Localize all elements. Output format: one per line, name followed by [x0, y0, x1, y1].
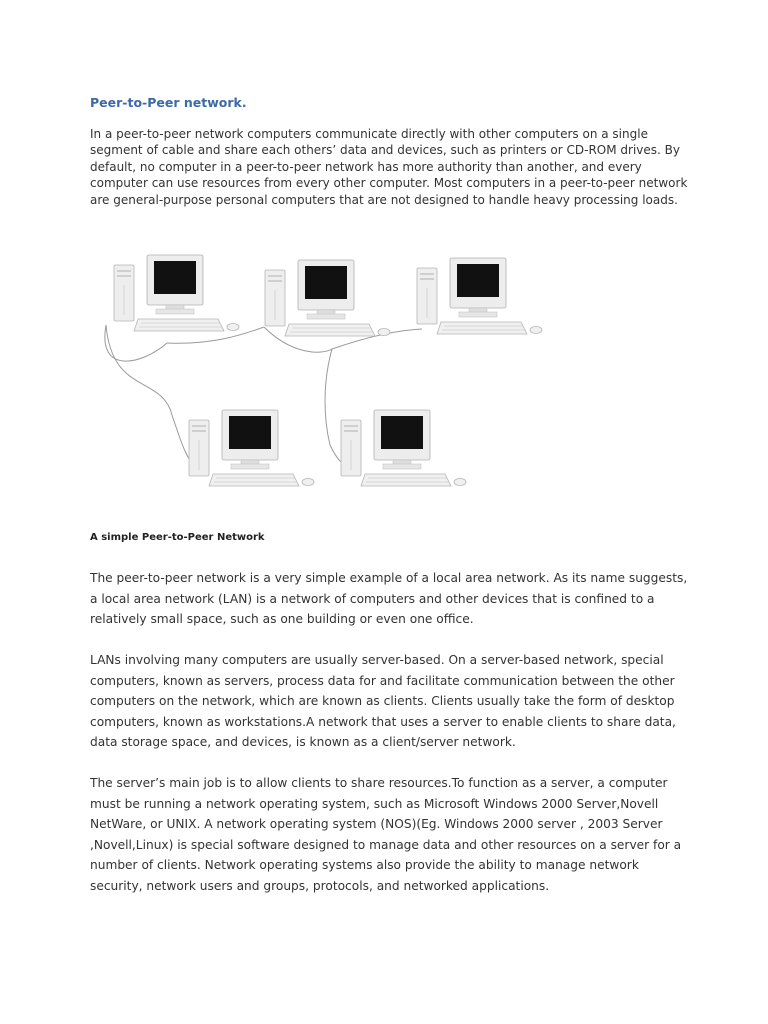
figure-caption: A simple Peer-to-Peer Network: [90, 532, 265, 543]
server-based-paragraph: LANs involving many computers are usually server-based. On a server-based network, special computers, known as servers, process data for and facilitate communication between the other computers on the network, which are known as clients. Clients usually take the form of desktop computers, known as workstations.A network that uses a server to enable clients to share data, data storage space, and devices, is known as a client/server network.: [90, 653, 676, 750]
lan-paragraph: The peer-to-peer network is a very simple example of a local area network. As its name suggests, a local area network (LAN) is a network of computers and other devices that is confined to a relatively small space, such as one building or even one office.: [90, 571, 688, 627]
peer-to-peer-network-diagram: [92, 245, 552, 495]
page-title: Peer-to-Peer network.: [90, 95, 247, 110]
computer-icon: [114, 255, 239, 331]
server-role-paragraph: The server’s main job is to allow clients to share resources.To function as a server, a computer must be running a network operating system, such as Microsoft Windows 2000 Server,Novell NetWare, or UNIX. A network operating system (NOS)(Eg. Windows 2000 server , 2003 Server ,Novell,Linux) is special software designed to manage data and other resources on a server for a number of clients. Network operating systems also provide the ability to manage network security, network users and groups, protocols, and networked applications.: [90, 776, 682, 893]
computer-icon: [417, 258, 542, 334]
intro-paragraph: In a peer-to-peer network computers communicate directly with other computers on a single segment of cable and share each others’ data and devices, such as printers or CD-ROM drives. By default, no computer in a peer-to-peer network has more authority than another, and every computer can use resources from every other computer. Most computers in a peer-to-peer network are general-purpose personal computers that are not designed to handle heavy processing loads.: [90, 127, 688, 207]
computer-icon: [189, 410, 314, 486]
computer-icon: [341, 410, 466, 486]
computer-icon: [265, 260, 390, 336]
cable: [106, 325, 195, 465]
